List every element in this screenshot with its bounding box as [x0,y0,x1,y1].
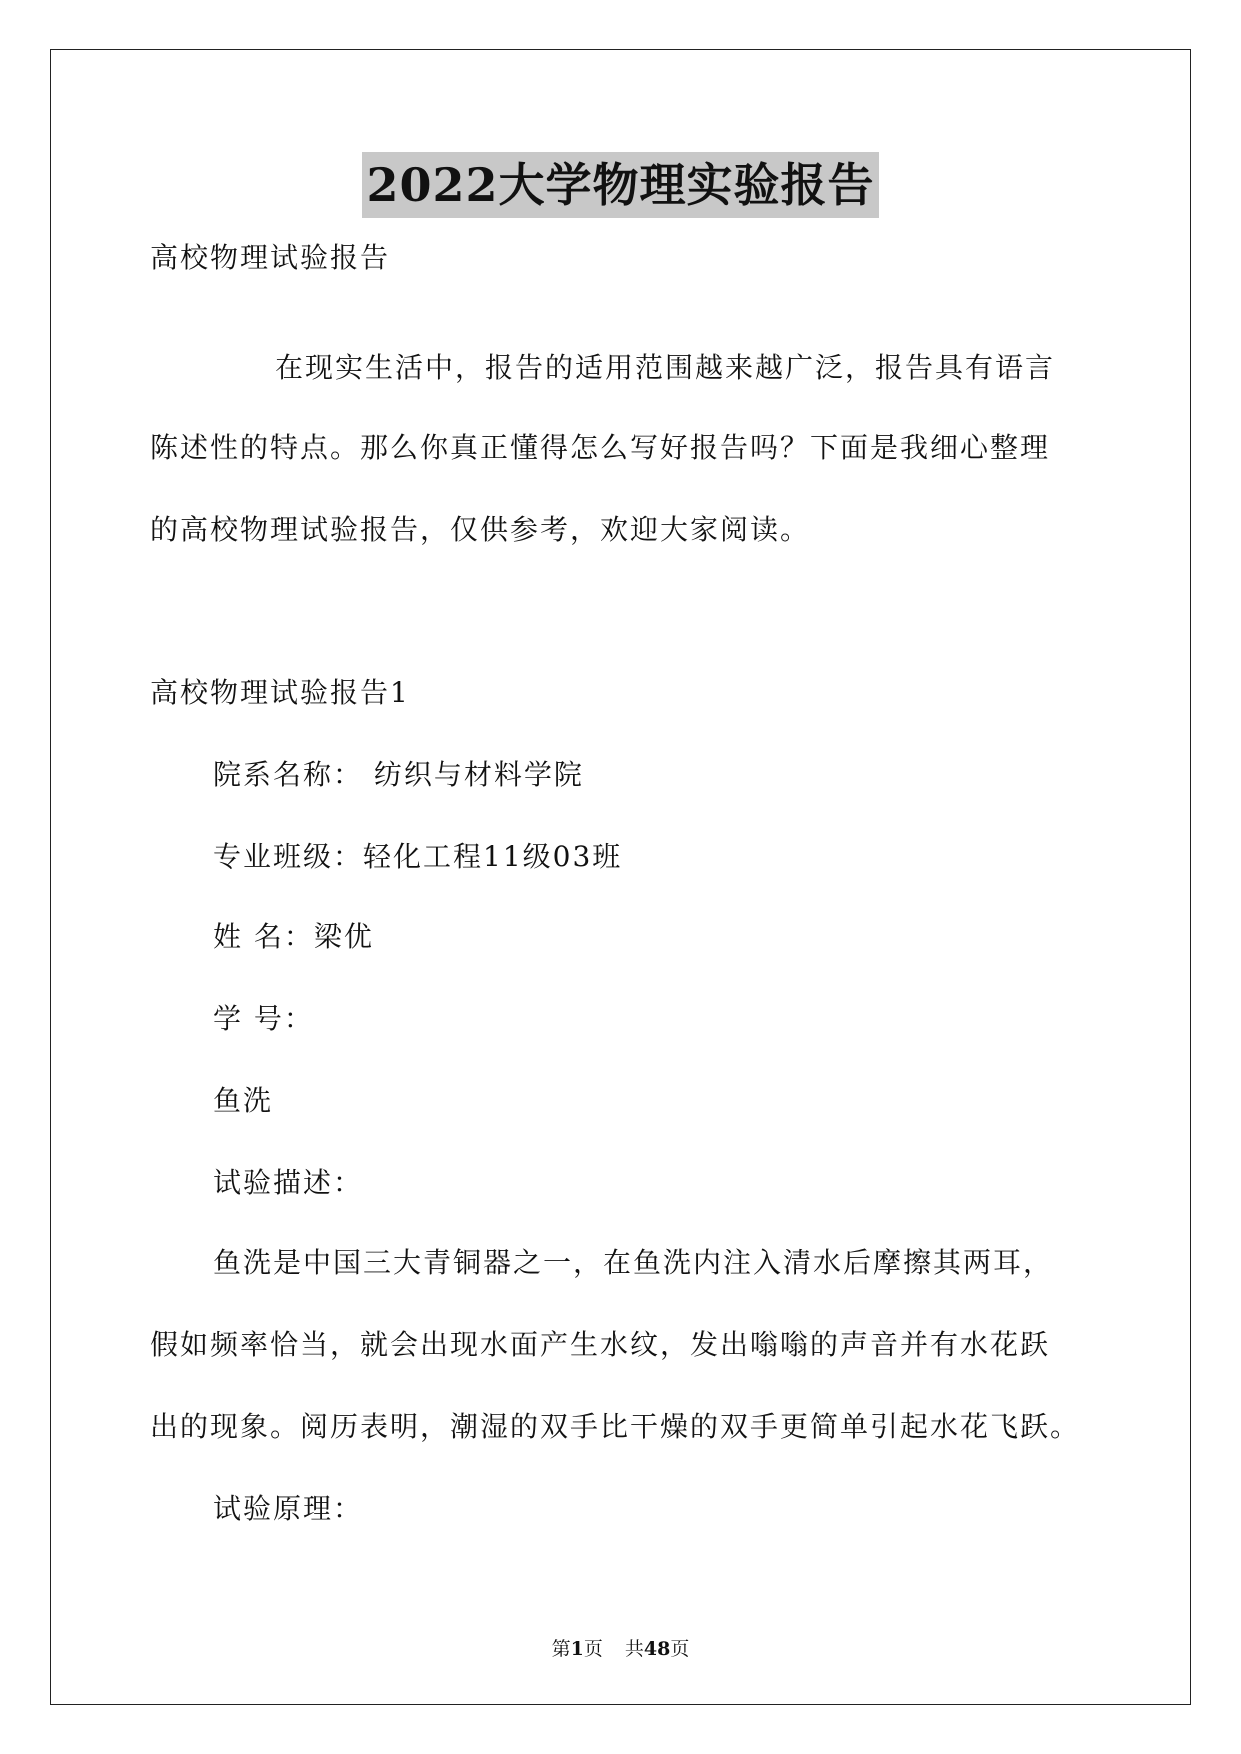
document-subtitle: 高校物理试验报告 [150,241,391,274]
description-line-2: 假如频率恰当，就会出现水面产生水纹，发出嗡嗡的声音并有水花跃 [150,1328,1051,1361]
footer-total-prefix: 共 [624,1638,644,1660]
footer-page-suffix: 页 [583,1638,603,1660]
page-footer [0,1636,1241,1662]
field-department: 院系名称： 纺织与材料学院 [213,758,584,791]
intro-line-3: 的高校物理试验报告，仅供参考，欢迎大家阅读。 [150,513,811,546]
principle-heading: 试验原理： [213,1492,364,1525]
page-border [50,49,1191,1705]
section-heading: 高校物理试验报告1 [150,676,410,709]
footer-page-prefix: 第 [551,1638,571,1660]
footer-total-pages: 48 [643,1638,671,1660]
description-line-1: 鱼洗是中国三大青铜器之一，在鱼洗内注入清水后摩擦其两耳， [213,1246,1054,1279]
document-title [0,152,1241,218]
description-line-3: 出的现象。阅历表明，潮湿的双手比干燥的双手更简单引起水花飞跃。 [150,1410,1081,1443]
field-student-id: 学 号： [213,1002,314,1035]
footer-total-suffix: 页 [670,1638,690,1660]
field-name: 姓 名：梁优 [213,920,374,953]
document-title-text: 2022大学物理实验报告 [362,152,878,218]
intro-line-1: 在现实生活中，报告的适用范围越来越广泛，报告具有语言 [275,351,1056,384]
field-class: 专业班级：轻化工程11级03班 [213,840,623,873]
intro-line-2: 陈述性的特点。那么你真正懂得怎么写好报告吗？下面是我细心整理 [150,431,1051,464]
footer-page-number: 1 [570,1638,584,1660]
description-heading: 试验描述： [213,1166,364,1199]
experiment-name: 鱼洗 [213,1084,274,1117]
